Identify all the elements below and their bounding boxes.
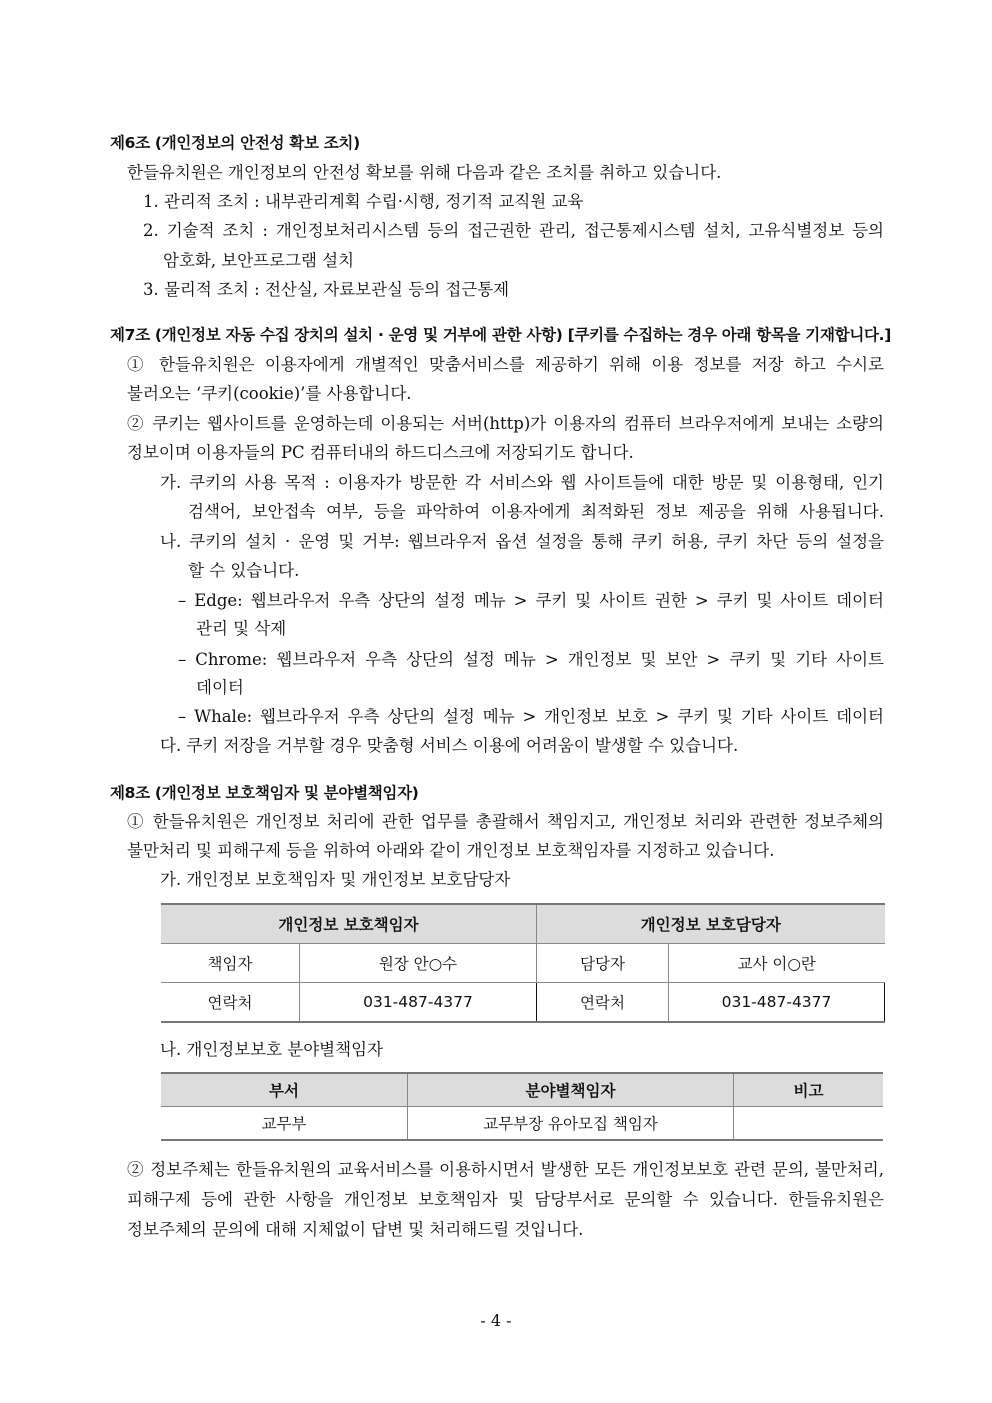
table-cell: 연락처 xyxy=(537,983,669,1023)
table-header: 분야별책임자 xyxy=(408,1073,734,1107)
page-number: - 4 - xyxy=(480,1311,512,1330)
paragraph: 피해구제 등에 관한 사항을 개인정보 보호책임자 및 담당부서로 문의할 수 있습니다. 한들유치원은 xyxy=(127,1190,884,1209)
table-row xyxy=(161,944,885,983)
list-item: 다. 쿠키 저장을 거부할 경우 맞춤형 서비스 이용에 어려움이 발생할 수 있습니다. xyxy=(160,736,739,755)
table-cell: 책임자 xyxy=(161,944,300,983)
paragraph: ② 쿠키는 웹사이트를 운영하는데 이용되는 서버(http)가 이용자의 컴퓨터 브라우저에게 보내는 소량의 xyxy=(127,414,884,433)
table-cell xyxy=(734,1107,884,1141)
paragraph: ② 정보주체는 한들유치원의 교육서비스를 이용하시면서 발생한 모든 개인정보보호 관련 문의, 불만처리, xyxy=(127,1160,884,1179)
table-row xyxy=(161,983,885,1023)
paragraph: ① 한들유치원은 개인정보 처리에 관한 업무를 총괄해서 책임지고, 개인정보 처리와 관련한 정보주체의 xyxy=(127,812,884,831)
browser-item-edge: – Edge: 웹브라우저 우측 상단의 설정 메뉴 > 쿠키 및 사이트 권한 > 쿠키 및 사이트 데이터 xyxy=(178,591,884,610)
table-cell: 담당자 xyxy=(537,944,669,983)
subheading: 나. 개인정보보호 분야별책임자 xyxy=(160,1040,383,1059)
paragraph: 불러오는 ‘쿠키(cookie)’를 사용합니다. xyxy=(127,384,412,403)
section-8-heading: 제8조 (개인정보 보호책임자 및 분야별책임자) xyxy=(110,784,419,802)
phone-cell: 031-487-4377 xyxy=(669,983,885,1023)
list-item-continued: 관리 및 삭제 xyxy=(196,619,287,638)
list-item: 나. 쿠키의 설치 · 운영 및 거부: 웹브라우저 옵션 설정을 통해 쿠키 허용, 쿠키 차단 등의 설정을 xyxy=(160,532,884,551)
browser-item-whale: – Whale: 웹브라우저 우측 상단의 설정 메뉴 > 개인정보 보호 > 쿠키 및 기타 사이트 데이터 xyxy=(178,707,884,726)
list-item-continued: 데이터 xyxy=(196,678,244,697)
table-header: 개인정보 보호담당자 xyxy=(537,904,885,944)
browser-item-chrome: – Chrome: 웹브라우저 우측 상단의 설정 메뉴 > 개인정보 및 보안 > 쿠키 및 기타 사이트 xyxy=(178,650,884,669)
paragraph: 정보이며 이용자들의 PC 컴퓨터내의 하드디스크에 저장되기도 합니다. xyxy=(127,443,634,462)
section-7-heading: 제7조 (개인정보 자동 수집 장치의 설치 · 운영 및 거부에 관한 사항) [쿠키를 수집하는 경우 아래 항목을 기재합니다.] xyxy=(110,326,892,344)
table-cell: 교무부장 유아모집 책임자 xyxy=(408,1107,734,1141)
section-6-intro: 한들유치원은 개인정보의 안전성 확보를 위해 다음과 같은 조치를 취하고 있습니다. xyxy=(127,163,722,182)
paragraph: 불만처리 및 피해구제 등을 위하여 아래와 같이 개인정보 보호책임자를 지정하고 있습니다. xyxy=(127,841,775,860)
list-item: 2. 기술적 조치 : 개인정보처리시스템 등의 접근권한 관리, 접근통제시스템 설치, 고유식별정보 등의 xyxy=(143,221,884,240)
table-header: 비고 xyxy=(734,1073,884,1107)
paragraph: ① 한들유치원은 이용자에게 개별적인 맞춤서비스를 제공하기 위해 이용 정보를 저장 하고 수시로 xyxy=(127,355,884,374)
section-6-heading: 제6조 (개인정보의 안전성 확보 조치) xyxy=(110,134,360,152)
field-officer-table xyxy=(161,1072,883,1141)
privacy-officer-table xyxy=(161,903,885,1023)
list-item: 3. 물리적 조치 : 전산실, 자료보관실 등의 접근통제 xyxy=(143,280,510,299)
paragraph: 정보주체의 문의에 대해 지체없이 답변 및 처리해드릴 것입니다. xyxy=(127,1220,584,1239)
list-item-continued: 할 수 있습니다. xyxy=(188,561,300,580)
table-row xyxy=(161,1107,883,1141)
subheading: 가. 개인정보 보호책임자 및 개인정보 보호담당자 xyxy=(160,870,511,889)
list-item: 1. 관리적 조치 : 내부관리계획 수립·시행, 정기적 교직원 교육 xyxy=(143,192,584,211)
list-item-continued: 암호화, 보안프로그램 설치 xyxy=(163,251,355,270)
table-header: 부서 xyxy=(161,1073,408,1107)
table-cell: 교사 이○란 xyxy=(669,944,885,983)
list-item: 가. 쿠키의 사용 목적 : 이용자가 방문한 각 서비스와 웹 사이트들에 대한 방문 및 이용형태, 인기 xyxy=(160,473,884,492)
phone-cell: 031-487-4377 xyxy=(300,983,537,1023)
table-cell: 원장 안○수 xyxy=(300,944,537,983)
table-cell: 연락처 xyxy=(161,983,300,1023)
table-cell: 교무부 xyxy=(161,1107,408,1141)
table-header: 개인정보 보호책임자 xyxy=(161,904,537,944)
list-item-continued: 검색어, 보안접속 여부, 등을 파악하여 이용자에게 최적화된 정보 제공을 위해 사용됩니다. xyxy=(188,502,884,521)
